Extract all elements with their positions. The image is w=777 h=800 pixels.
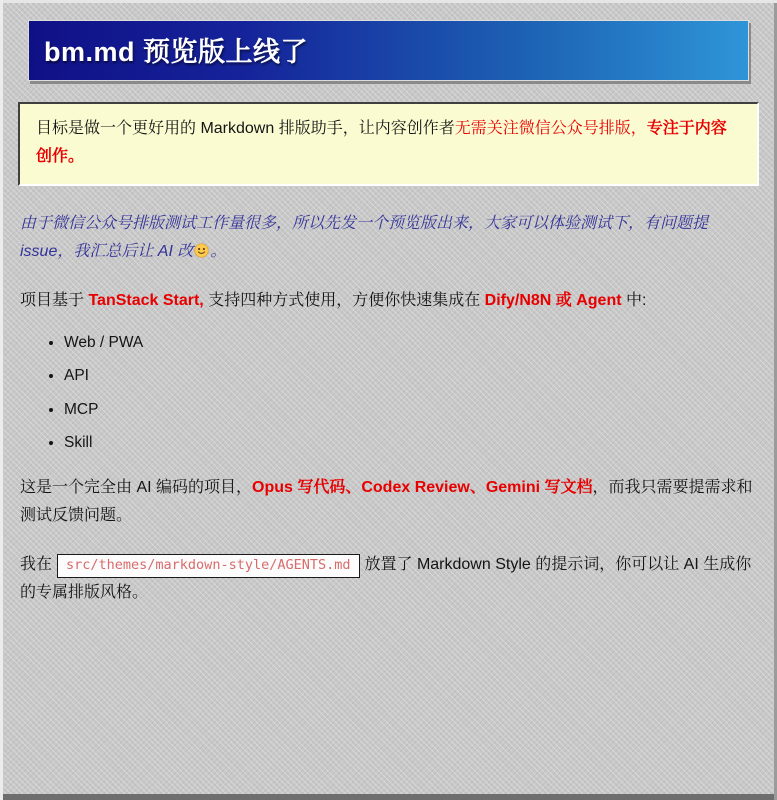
paragraph-based-on: [20, 287, 757, 315]
release-note-text: 由于微信公众号排版测试工作量很多，所以先发一个预览版出来，大家可以体验测试下，有问题提 issue，我汇总后让 AI 改: [20, 215, 709, 260]
ai-seg1: 这是一个完全由 AI 编码的项目，: [20, 478, 253, 496]
paragraph-release-note: [20, 210, 757, 266]
release-note-suffix: 。: [210, 243, 227, 260]
based-on-tanstack: TanStack Start,: [88, 292, 204, 309]
note-text-red-bold: 专注于内容创作。: [36, 120, 727, 165]
list-item: • MCP: [64, 400, 759, 419]
ai-red-models: Opus 写代码、Codex Review、Gemini 写文档: [252, 478, 593, 496]
prompt-seg1: 我在: [20, 555, 53, 573]
based-on-seg1: 项目基于: [20, 292, 89, 309]
prompt-seg2: 放置了 Markdown Style 的提示词，你可以让 AI 生成你的专属排版风格。: [20, 555, 752, 601]
paragraph-prompt-file: [20, 551, 757, 607]
list-item: • Web / PWA: [64, 333, 759, 352]
smiley-emoji-icon: [194, 243, 209, 258]
note-text-red: 无需关注微信公众号排版，: [454, 120, 647, 137]
based-on-integrations: Dify/N8N 或 Agent: [484, 292, 622, 309]
paragraph-ai-coding: [20, 474, 757, 530]
note-text-black: 目标是做一个更好用的 Markdown 排版助手，让内容创作者: [36, 120, 455, 137]
based-on-seg3: 中:: [621, 292, 647, 309]
based-on-seg2: 支持四种方式使用，方便你快速集成在: [203, 292, 485, 309]
list-item: • Skill: [64, 433, 759, 452]
page-title: bm.md 预览版上线了: [28, 20, 749, 81]
list-item: • API: [64, 366, 759, 385]
inline-code-path: src/themes/markdown-style/AGENTS.md: [57, 554, 359, 579]
note-box: [18, 102, 759, 186]
ai-seg2: ，而我只需要提需求和测试反馈问题。: [20, 478, 753, 524]
usage-list: [18, 333, 759, 453]
